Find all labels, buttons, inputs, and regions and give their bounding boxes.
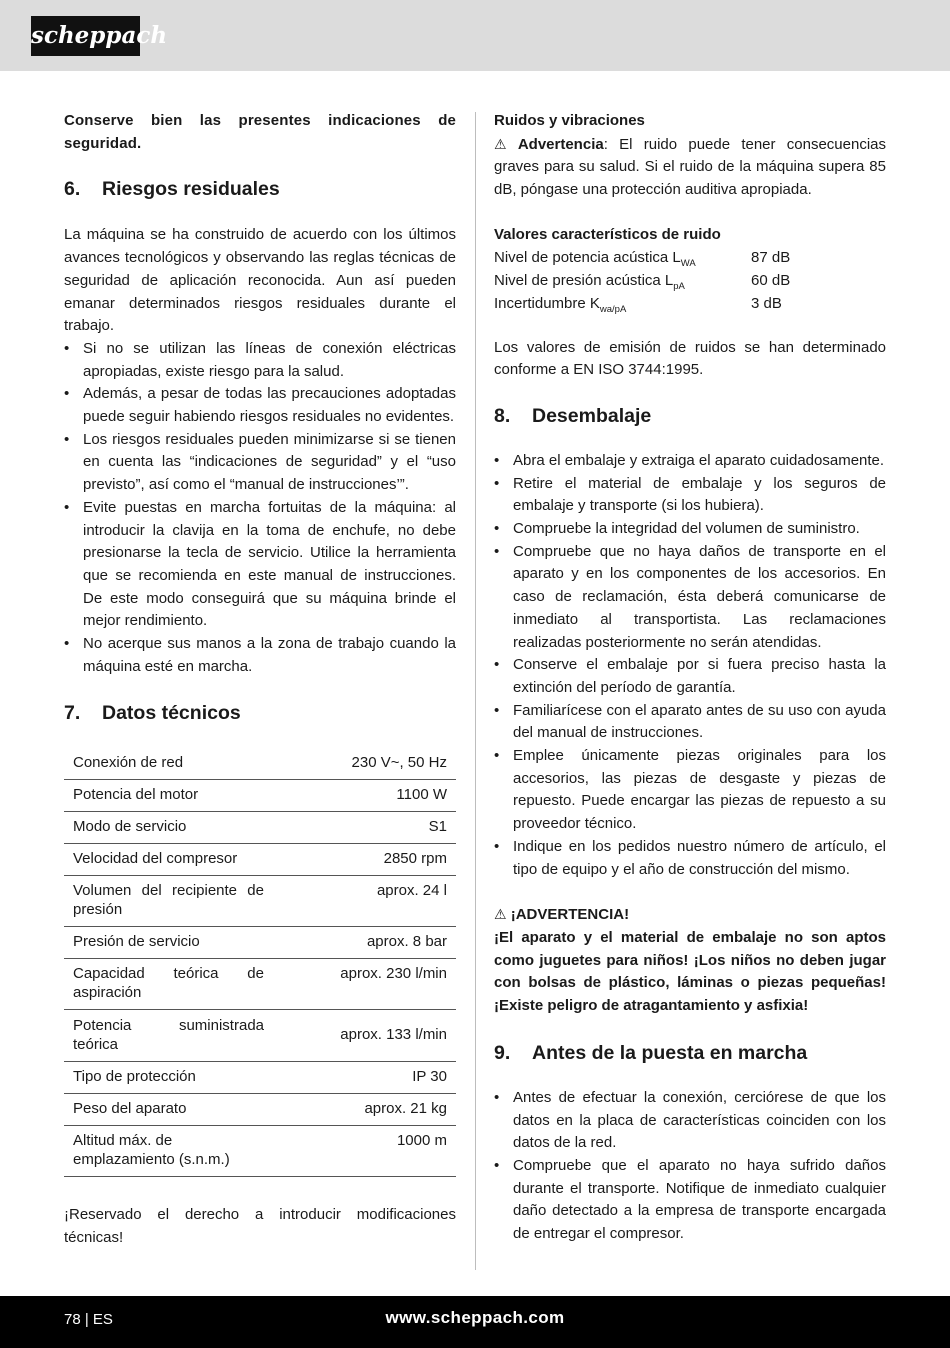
table-value: IP 30 bbox=[264, 1062, 456, 1094]
list-item: • Antes de efectuar la conexión, cerciórese de que los datos en la placa de características coinciden con los datos de la red. bbox=[494, 1087, 886, 1155]
list-item: • Además, a pesar de todas las precauciones adoptadas puede seguir habiendo riesgos residuales no evidentes. bbox=[64, 383, 456, 428]
section-6-paragraph: La máquina se ha construido de acuerdo con los últimos avances tecnológicos y observando las reglas técnicas de seguridad de aplicación reconocida. Aun así pueden emanar determinados riesgos residuales durante el trabajo. bbox=[64, 226, 456, 335]
intro-note: Conserve bien las presentes indicaciones de seguridad. bbox=[64, 112, 456, 152]
section-8-title: Desembalaje bbox=[532, 404, 652, 427]
table-key: Peso del aparato bbox=[64, 1094, 264, 1126]
table-key: Potencia del motor bbox=[64, 780, 264, 812]
table-row bbox=[64, 1062, 456, 1094]
left-column bbox=[64, 110, 456, 1250]
noise-row bbox=[494, 293, 886, 316]
table-row bbox=[64, 959, 456, 1010]
noise-warning-text: : El ruido puede tener consecuencias graves para su salud. Si el ruido de la máquina supera 85 dB, póngase una protección auditiva apropiada. bbox=[494, 135, 886, 199]
list-item: • Abra el embalaje y extraiga el aparato cuidadosamente. bbox=[494, 450, 886, 473]
table-value: 1000 m bbox=[264, 1126, 456, 1177]
noise-warning-label: Advertencia bbox=[517, 135, 604, 153]
table-row bbox=[64, 812, 456, 844]
column-divider bbox=[475, 112, 476, 1270]
page-number: 78 | ES bbox=[64, 1311, 113, 1328]
noise-label: Incertidumbre K bbox=[494, 294, 600, 312]
section-8-heading bbox=[494, 403, 886, 429]
section-8-number: 8. bbox=[494, 404, 511, 427]
table-value: 230 V~, 50 Hz bbox=[264, 748, 456, 780]
table-key: Tipo de protección bbox=[64, 1062, 264, 1094]
table-value: S1 bbox=[264, 812, 456, 844]
table-value: aprox. 230 l/min bbox=[264, 959, 456, 1010]
technical-changes-note: ¡Reservado el derecho a introducir modificaciones técnicas! bbox=[64, 1206, 456, 1247]
noise-value: 87 dB bbox=[751, 248, 791, 266]
table-row bbox=[64, 780, 456, 812]
table-row bbox=[64, 1094, 456, 1126]
table-key: Velocidad del compresor bbox=[64, 844, 264, 876]
noise-value: 60 dB bbox=[751, 271, 791, 289]
section-9-number: 9. bbox=[494, 1041, 511, 1064]
table-row bbox=[64, 876, 456, 927]
table-row bbox=[64, 748, 456, 780]
table-key: Capacidad teórica de aspiración bbox=[64, 959, 264, 1010]
table-value: aprox. 133 l/min bbox=[264, 1010, 456, 1062]
section-9-list bbox=[494, 1087, 886, 1246]
table-value: 2850 rpm bbox=[264, 844, 456, 876]
list-item: • Compruebe que no haya daños de transporte en el aparato y en los componentes de los accesorios. En caso de reclamación, ésta deberá comunicarse de inmediato al transportista. Las reclamaciones realizadas posteriormente no serán atendidas. bbox=[494, 541, 886, 655]
warning-title: ¡ADVERTENCIA! bbox=[510, 906, 630, 924]
noise-subscript: WA bbox=[680, 257, 696, 269]
warning-heading bbox=[494, 903, 886, 927]
table-value: 1100 W bbox=[264, 780, 456, 812]
table-key: Presión de servicio bbox=[64, 927, 264, 959]
table-key: Potencia suministrada teórica bbox=[64, 1010, 264, 1062]
table-key: Modo de servicio bbox=[64, 812, 264, 844]
noise-values-heading: Valores característicos de ruido bbox=[494, 225, 721, 243]
list-item: • No acerque sus manos a la zona de trabajo cuando la máquina esté en marcha. bbox=[64, 633, 456, 678]
table-row bbox=[64, 927, 456, 959]
list-item: • Familiarícese con el aparato antes de su uso con ayuda del manual de instrucciones. bbox=[494, 700, 886, 745]
table-key: Volumen del recipiente de presión bbox=[64, 876, 264, 927]
section-7-heading bbox=[64, 700, 456, 726]
table-row bbox=[64, 844, 456, 876]
table-value: aprox. 8 bar bbox=[264, 927, 456, 959]
list-item: • Si no se utilizan las líneas de conexión eléctricas apropiadas, existe riesgo para la salud. bbox=[64, 338, 456, 383]
section-7-title: Datos técnicos bbox=[102, 702, 241, 725]
technical-data-table bbox=[64, 748, 456, 1177]
list-item: • Los riesgos residuales pueden minimizarse si se tienen en cuenta las “indicaciones de seguridad” y el “uso previsto”, así como el “manual de instrucciones’”. bbox=[64, 429, 456, 497]
table-key: Conexión de red bbox=[64, 748, 264, 780]
noise-label: Nivel de presión acústica L bbox=[494, 271, 674, 289]
table-row bbox=[64, 1126, 456, 1177]
table-row bbox=[64, 1010, 456, 1062]
noise-subscript: pA bbox=[673, 280, 685, 292]
noise-label: Nivel de potencia acústica L bbox=[494, 248, 681, 266]
noise-warning bbox=[494, 133, 886, 202]
section-6-number: 6. bbox=[64, 178, 81, 201]
list-item: • Emplee únicamente piezas originales para los accesorios, las piezas de desgaste y piezas de repuesto. Puede encargar las piezas de repuesto a su proveedor técnico. bbox=[494, 745, 886, 836]
list-item: • Compruebe la integridad del volumen de suministro. bbox=[494, 518, 886, 541]
table-value: aprox. 24 l bbox=[264, 876, 456, 927]
list-item: • Compruebe que el aparato no haya sufrido daños durante el transporte. Notifique de inmediato cualquier daño detectado a la empresa de transporte encargada de entregar el compresor. bbox=[494, 1155, 886, 1246]
list-item: • Evite puestas en marcha fortuitas de la máquina: al introducir la clavija en la toma de enchufe, no debe presionarse la tecla de servicio. Utilice la herramienta que se recomienda en este manual de instrucciones. De este modo conseguirá que su máquina brinde el mejor rendimiento. bbox=[64, 497, 456, 633]
table-key: Altitud máx. de emplazamiento (s.n.m.) bbox=[64, 1126, 264, 1177]
scheppach-logo: scheppach bbox=[31, 16, 140, 56]
table-value: aprox. 21 kg bbox=[264, 1094, 456, 1126]
list-item: • Conserve el embalaje por si fuera preciso hasta la extinción del período de garantía. bbox=[494, 654, 886, 699]
section-6-heading bbox=[64, 176, 456, 202]
page-footer bbox=[0, 1296, 950, 1348]
right-column bbox=[494, 110, 886, 1246]
noise-row bbox=[494, 247, 886, 270]
page-header bbox=[0, 0, 950, 71]
section-8-list bbox=[494, 450, 886, 881]
section-9-heading bbox=[494, 1040, 886, 1066]
section-6-list bbox=[64, 338, 456, 679]
website-link[interactable]: www.scheppach.com bbox=[385, 1308, 565, 1327]
noise-subscript: wa/pA bbox=[599, 303, 627, 315]
noise-row bbox=[494, 270, 886, 293]
noise-emission-note: Los valores de emisión de ruidos se han determinado conforme a EN ISO 3744:1995. bbox=[494, 338, 886, 379]
warning-triangle-icon: ⚠ bbox=[494, 135, 507, 152]
noise-values-list bbox=[494, 247, 886, 316]
list-item: • Retire el material de embalaje y los seguros de embalaje y transporte (si los hubiera). bbox=[494, 473, 886, 518]
warning-triangle-icon: ⚠ bbox=[494, 906, 507, 923]
section-7-number: 7. bbox=[64, 702, 81, 725]
section-6-title: Riesgos residuales bbox=[102, 178, 280, 201]
list-item: • Indique en los pedidos nuestro número de artículo, el tipo de equipo y el año de construcción del mismo. bbox=[494, 836, 886, 881]
noise-value: 3 dB bbox=[751, 294, 782, 312]
noise-heading: Ruidos y vibraciones bbox=[494, 112, 645, 129]
section-9-title: Antes de la puesta en marcha bbox=[532, 1041, 808, 1064]
warning-text: ¡El aparato y el material de embalaje no son aptos como juguetes para niños! ¡Los niños no deben jugar con bolsas de plástico, láminas o piezas pequeñas! ¡Existe peligro de atragantamiento y asfixia! bbox=[494, 928, 886, 1015]
